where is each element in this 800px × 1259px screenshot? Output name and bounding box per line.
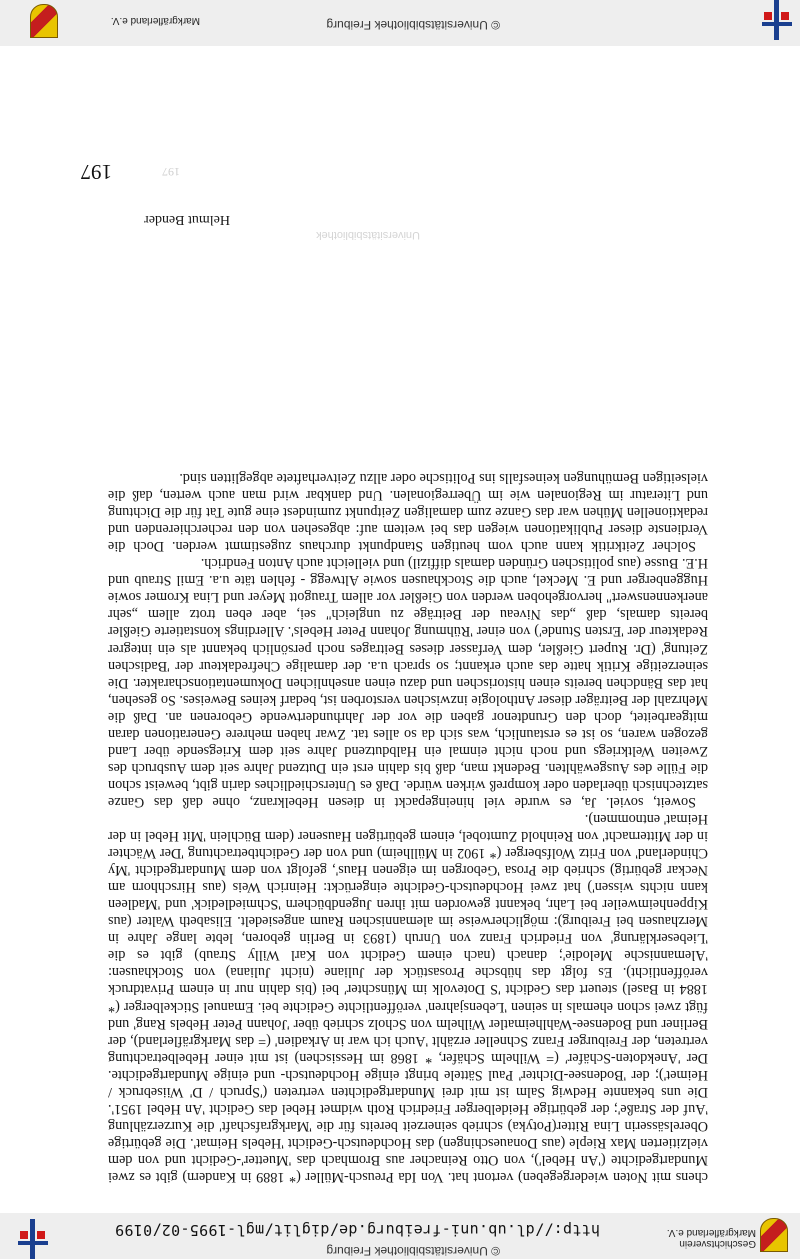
bottom-info-bar <box>0 0 800 46</box>
paragraph-1: chens mit Noten wiedergegeben) vertont hat. Von Ida Preusch-Müller (* 1889 in Kandern) gibt es zwei Mundartgedichte ('An Hebel'), von Otto Reinacher aus Bromhach das 'Muetter'-Gedicht und von dem vielzitierten Max Rieple (aus Donaueschingen) das Hochdeutsch-Gedicht 'Hebels Heimat'. Die gebürtige Oberelsässerin Lina Ritter(Potyka) schrieb seinerzeit bereits für die 'Markgrafschaft' die Kurzerzählung 'Auf der Straße'; der gebürtige Heidelberger Friedrich Roth widmet Hebel das Gedicht 'An Hebel 1951'. Die uns bekannte Hedwig Salm ist mit drei Mundartgedichten vertreten ('Spruch / D' Wiisebruck / Heimet'); der 'Bodensee-Dichter' Paul Sättele bringt einige Hochdeutsch- und einige Mundartgedichte. Der 'Anekdoten-Schäfer' (= Wilhelm Schäfer, * 1868 im Hessischen) ist mit einer Hebelbetrachtung vertreten, der Freiburger Franz Schneller erzählt 'Auch ich war in Arkadien' (= das Markgräflerland), der Berliner und Bodensee-Wahlheimatler Wilhelm von Scholz schrieb über 'Johann Peter Hebels Rang' und fügt zwei schon ehemals in seinen 'Lebensjahren' veröffentlichte Gedichte bei. Emanuel Stickelberger (* 1884 in Basel) steuert das Gedicht 'S Dotevolk im Münschter' bei (bis dahin nur in einem Privatdruck veröffentlicht). Es folgt das hübsche Prosastück der Juliane (nicht Juliana) von Stockhausen: 'Alemannische Melodie'; danach (nach einem Gedicht von Karl Willy Straub) gibt es die 'Liebeserklärung' von Friedrich Franz von Unruh (1893 in Berlin geboren, lebte lange Jahre in Merzhausen bei Freiburg): möglicherweise im alemannischen Raum angesiedelt. Elisabeth Walter (aus Kippenheimweiler bei Lahr, bekannt geworden mit ihren Jugendbüchern 'Schmiedledick' und 'Madleen kann nichts wissen') hat zwei Hochdeutsch-Gedichte eingerückt: Heinrich Weis (aus Hirschhorn am Neckar gebürtig) schrieb die Prosa 'Geborgen im eigenen Haus', gefolgt von dem Mundartgedicht 'My Chinderland' von Fritz Wolfsberger (* 1902 in Müllheim) und von der Gedichtbetrachtung 'Der Wächter in der Mitternacht' von Reinhold Zumtobel, einem gebürtigen Hausener (dem Büchlein 'Mit Hebel in der Heimat' entnommen). <box>108 811 708 1185</box>
university-logo-icon <box>18 1219 48 1259</box>
paragraph-2: Soweit, soviel. Ja, es wurde viel hineingepackt in diesen Hebelkranz, ohne daß das Ganze satztechnisch überladen oder kompreß wirken würde. Daß es Unterschiedliches darin gibt, beweist schon die Fülle des Ausgewählten. Bedenkt man, daß bis dahin erst ein Dutzend Jahre seit dem Ausbruch des Zweiten Weltkriegs und noch nicht einmal ein Halbdutzend Jahre seit dem Kriegsende über Land gezogen waren, so ist es erstaunlich, was sich da so alles tat. Zwar haben mehrere Generationen daran mitgearbeitet, doch den Grundtenor gaben die vor der Jahrhundertwende Geborenen an. Daß die Mehrzahl der Beiträger dieser Anthologie inzwischen verstorben ist, bedarf keines Beweises. So gesehen, hat das Bändchen bereits einen historischen und dazu einen ansehnlichen Dokumentationscharakter. Die seinerzeitige Kritik hatte das auch erkannt; so sprach u.a. der damalige Chefredakteur der 'Badischen Zeitung' (Dr. Rupert Gießler, dem Verfasser dieses Beitrages noch persönlich bekannt als ein integrer Redakteur der 'Ersten Stunde') von einer 'Rühmung Johann Peter Hebels'. Allerdings konstatierte Gießler bereits damals, daß „das Niveau der Beiträge zu ungleich" sei, aber eben trotz allem „sehr anerkennenswert" hervorgehoben werden von Gießler vor allem Traugott Meyer und Lina Kromer sowie Huggenberger und E. Meckel, auch die Stockhausen sowie Altwegg - fehlen täte u.a. Emil Straub und H.E. Busse (aus politischen Gründen damals diffizil) und vielleicht auch Anton Fendrich. <box>108 555 708 810</box>
verein-line-1: Geschichtsverein <box>679 1238 756 1249</box>
page-number: 197 <box>80 160 112 184</box>
coat-of-arms-logo <box>760 1218 788 1252</box>
author-signature: Helmut Bender <box>144 212 230 227</box>
library-credit-bottom: © Universitätsbibliothek Freiburg <box>326 18 500 32</box>
verein-label-bottom: Markgräflerland e.V. <box>110 15 200 26</box>
verein-line-2: Markgräflerland e.V. <box>666 1227 756 1238</box>
university-logo-icon-bottom <box>762 0 792 40</box>
article-text <box>108 469 708 1185</box>
permalink-url[interactable]: http://dl.ub.uni-freiburg.de/diglit/mgl-1995-02/0199 <box>114 1221 600 1239</box>
coat-of-arms-logo-bottom <box>30 4 58 38</box>
verein-label <box>667 1227 756 1249</box>
library-stamp: Universitätsbibliothek <box>316 229 420 241</box>
page-number-ghost: 197 <box>162 165 180 179</box>
top-info-bar <box>0 1213 800 1259</box>
paragraph-3: Solcher Zeitkritik kann auch vom heutigen Standpunkt durchaus zugestimmt werden. Doch die Verdienste dieser Publikationen wiegen das bei weitem auf: abgesehen von den recherchierenden und redaktionellen Mühen war das Ganze zum damaligen Zeitpunkt zumindest eine gute Tat für die Dichtung und Literatur im Regionalen wie im Überregionalen. Und dankbar wird man auch werten, daß die vielseitigen Bemühungen keinesfalls ins Politische oder allzu Zeitverhaftete abgeglitten sind. <box>108 470 708 555</box>
library-credit: © Universitätsbibliothek Freiburg <box>326 1244 500 1258</box>
